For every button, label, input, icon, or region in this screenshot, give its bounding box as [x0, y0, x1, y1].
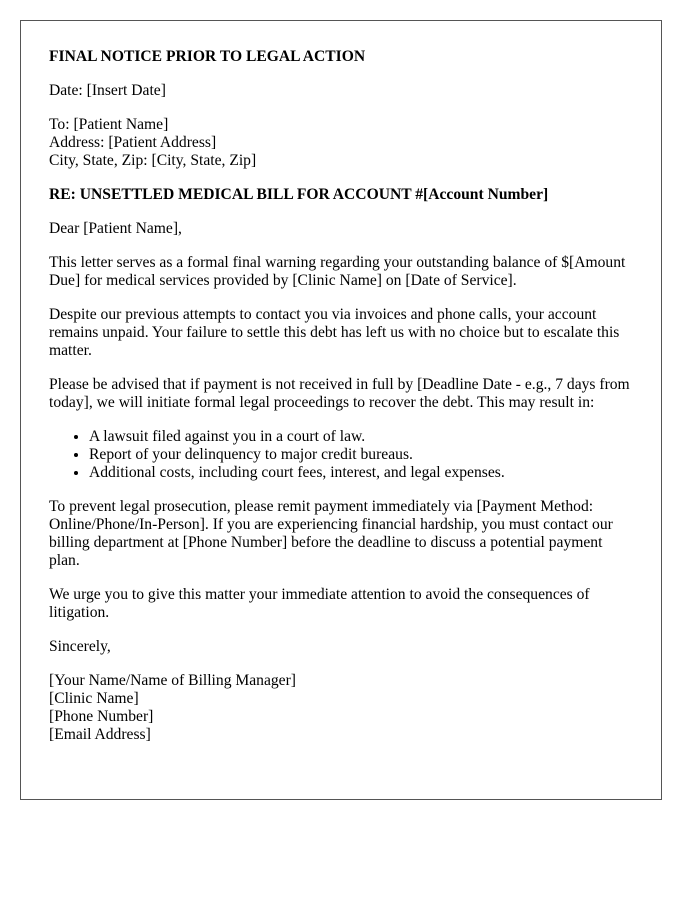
list-item: • A lawsuit filed against you in a court of law.	[89, 428, 633, 446]
signature-name: [Your Name/Name of Billing Manager]	[49, 672, 296, 689]
letter-subject: RE: UNSETTLED MEDICAL BILL FOR ACCOUNT #[Account Number]	[49, 186, 549, 203]
recipient-address: Address: [Patient Address]	[49, 134, 217, 151]
signature-block	[49, 672, 633, 744]
letter-sign-off: Sincerely,	[49, 638, 111, 655]
signature-clinic: [Clinic Name]	[49, 690, 139, 707]
body-paragraph: To prevent legal prosecution, please remit payment immediately via [Payment Method: Online/Phone/In-Person]. If you are experiencing financial hardship, you must contact our billing department at [Phone Number] before the deadline to discuss a potential payment plan.	[49, 498, 613, 569]
body-paragraph: Please be advised that if payment is not received in full by [Deadline Date - e.g., 7 days from today], we will initiate formal legal proceedings to recover the debt. This may result in:	[49, 376, 630, 411]
recipient-name: To: [Patient Name]	[49, 116, 169, 133]
list-item: • Additional costs, including court fees, interest, and legal expenses.	[89, 464, 633, 482]
list-item: • Report of your delinquency to major credit bureaus.	[89, 446, 633, 464]
consequences-list	[49, 428, 633, 482]
letter-salutation: Dear [Patient Name],	[49, 220, 182, 237]
signature-phone: [Phone Number]	[49, 708, 154, 725]
letter-date: Date: [Insert Date]	[49, 82, 166, 99]
recipient-city-state-zip: City, State, Zip: [City, State, Zip]	[49, 152, 257, 169]
recipient-block	[49, 116, 633, 170]
letter-document	[20, 20, 662, 800]
body-paragraph: We urge you to give this matter your immediate attention to avoid the consequences of litigation.	[49, 586, 590, 621]
body-paragraph: Despite our previous attempts to contact you via invoices and phone calls, your account remains unpaid. Your failure to settle this debt has left us with no choice but to escalate this matter.	[49, 306, 620, 359]
letter-title: FINAL NOTICE PRIOR TO LEGAL ACTION	[49, 48, 366, 65]
body-paragraph: This letter serves as a formal final warning regarding your outstanding balance of $[Amount Due] for medical services provided by [Clinic Name] on [Date of Service].	[49, 254, 626, 289]
signature-email: [Email Address]	[49, 726, 151, 743]
